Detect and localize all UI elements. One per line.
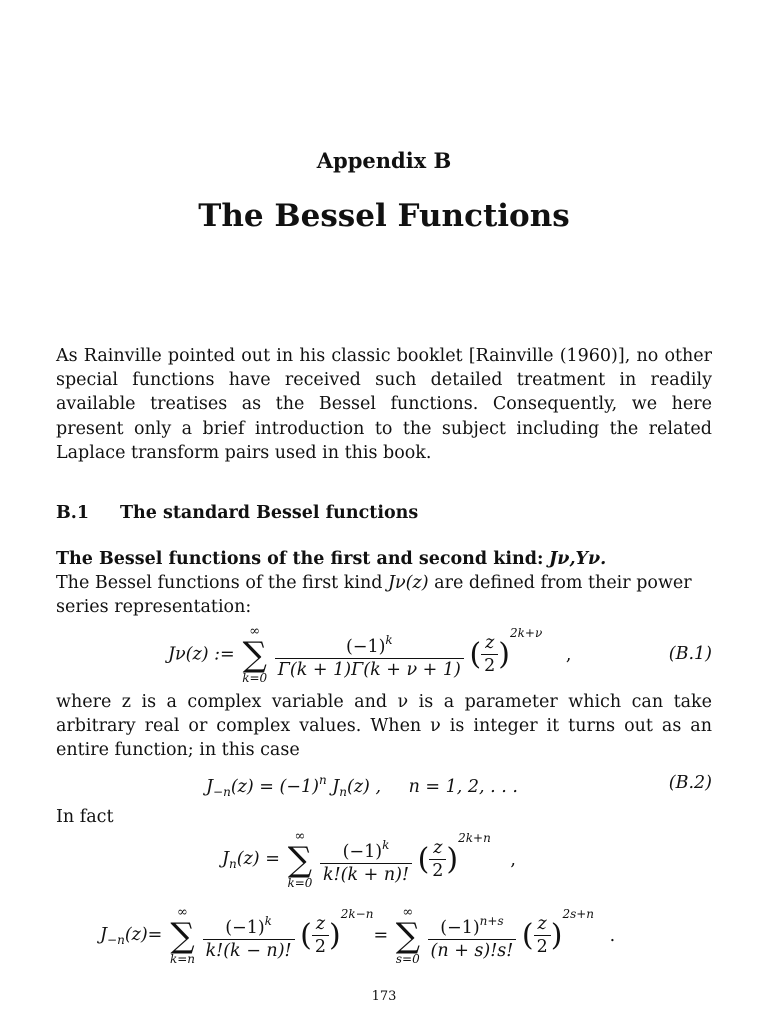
section-title: The standard Bessel functions [120, 503, 419, 523]
runin-text-before: The Bessel functions of the first kind [56, 573, 383, 594]
runin-paragraph [56, 547, 712, 620]
eq-b1-z-den: 2 [484, 656, 496, 676]
eq-jn-numerator-exp: k [382, 837, 390, 852]
eq-jn-lhs: J [222, 848, 230, 869]
paragraph-after-b1: where z is a complex variable and ν is a parameter which can take arbitrary real or complex values. When ν is integer it turns out as an entire function; in this case [56, 692, 712, 761]
eq-jmn-numerator2: (−1) [440, 917, 480, 938]
eq-jn-sum: ∞ ∑ k=0 [287, 829, 313, 890]
eq-jmn-sum1-bottom: k=n [169, 952, 195, 966]
equation-b1-number: (B.1) [668, 644, 712, 664]
eq-b1-z-over-2 [481, 632, 498, 677]
section-number: B.1 [56, 503, 90, 523]
eq-jmn-denominator2: (n + s)!s! [430, 940, 514, 961]
eq-b1-exponent: 2k+ν [510, 626, 543, 640]
eq-jn-sum-top: ∞ [294, 829, 306, 844]
page-number: 173 [371, 989, 397, 1004]
runin-text-after: are defined from their power series representation: [56, 573, 692, 618]
eq-jn-z-num: z [429, 837, 446, 860]
eq-jn-z-den: 2 [432, 861, 444, 881]
eq-jn-tail: , [510, 849, 516, 870]
eq-jmn-numerator1-exp: k [264, 913, 272, 928]
eq-jn-fraction [320, 834, 412, 886]
equation-j-minus-n: $J_{-n}(z)=$ ∞ ∑ k=n $\frac{(-1)^k}{k!(k - n)!}$ ( $\frac{z}{2}$ )$^{2k-n}$= ∞ ∑ s=0 $\frac{(-1)^{n+s}}{(n + s)!s!}$ ( $\frac{z}{2}$ )$^{2s+n}$ . [100, 905, 616, 966]
eq-b2-lhs: J [206, 777, 214, 797]
equation-jn: $J_n(z)$ = ∞ ∑ k=0 $\frac{(-1)^k}{k!(k + n)!}$ ( $\frac{z}{2}$ )$^{2k+n}$ , [222, 829, 516, 890]
eq-jmn-equals: = [373, 925, 389, 946]
eq-jmn-z-den2: 2 [536, 937, 548, 957]
eq-b1-denominator: Γ(k + 1)Γ(k + ν + 1) [277, 659, 461, 680]
eq-jmn-sum2: ∞ ∑ s=0 [395, 905, 420, 966]
eq-jmn-numerator2-exp: n+s [479, 913, 504, 928]
eq-jmn-z-num2: z [534, 913, 551, 936]
eq-b1-sum-top: ∞ [249, 624, 261, 639]
chapter-title: The Bessel Functions [198, 198, 570, 234]
section-heading [56, 503, 418, 523]
equation-b2-number: (B.2) [668, 773, 712, 793]
intro-paragraph: As Rainville pointed out in his classic booklet [Rainville (1960)], no other special functions have received such detailed treatment in readily available treatises as the Bessel functions. Consequently, we here present only a brief introduction to the subject including the related Laplace transform pairs used in this book. [56, 346, 712, 463]
eq-jmn-z-num1: z [312, 913, 329, 936]
eq-jn-numerator: (−1) [342, 841, 383, 862]
eq-jmn-tail: . [609, 925, 616, 946]
eq-b1-sum: ∞ ∑ k=0 [242, 624, 268, 685]
runin-symbol: Jν(z) [388, 573, 429, 594]
eq-b2-rhs-tail: (z) , [347, 777, 382, 797]
eq-b2-rhs: J [332, 777, 340, 797]
eq-jmn-exponent1: 2k−n [340, 907, 374, 921]
eq-b1-lhs: Jν(z) := [168, 644, 235, 665]
eq-b1-sum-bottom: k=0 [242, 671, 268, 685]
eq-b2-rhs-sub: n [339, 785, 347, 799]
eq-b1-tail: , [565, 644, 572, 665]
runin-heading-symbols: Jν,Yν. [549, 549, 607, 569]
eq-jmn-exponent2: 2s+n [562, 907, 595, 921]
eq-jmn-sum1-top: ∞ [177, 905, 188, 920]
eq-jn-sum-bottom: k=0 [287, 876, 313, 890]
eq-b1-fraction [275, 629, 464, 681]
eq-b1-numerator: (−1) [345, 636, 386, 657]
eq-jn-exponent: 2k+n [458, 831, 491, 845]
eq-b2-condition: n = 1, 2, . . . [408, 777, 518, 797]
eq-jmn-fraction1 [203, 910, 295, 962]
eq-jmn-lhs-tail: (z)= [124, 924, 163, 945]
in-fact-text: In fact [56, 807, 114, 827]
eq-b2-lhs-sub: −n [213, 785, 231, 799]
eq-jmn-sum2-bottom: s=0 [395, 952, 420, 966]
eq-jmn-lhs-sub: −n [107, 932, 125, 947]
eq-jmn-numerator1: (−1) [225, 917, 265, 938]
eq-b2-body: (z) = (−1) [230, 777, 319, 797]
eq-jmn-sum2-top: ∞ [402, 905, 414, 920]
runin-heading: The Bessel functions of the first and second kind: [56, 549, 544, 569]
equation-b2 [206, 773, 518, 799]
eq-jn-lhs-sub: n [229, 856, 237, 871]
eq-b2-exp: n [318, 773, 327, 787]
eq-jmn-fraction2 [428, 910, 517, 962]
eq-jmn-denominator1: k!(k − n)! [205, 940, 292, 961]
eq-jmn-sum1: ∞ ∑ k=n [169, 905, 195, 966]
eq-b1-numerator-exp: k [385, 632, 393, 647]
eq-jmn-lhs: J [100, 924, 108, 945]
eq-b1-z-num: z [481, 632, 498, 655]
equation-b1: Jν(z) := ∞ ∑ k=0 $\frac{(-1)^k}{\Gamma(k + 1)\Gamma(k + \nu + 1)}$ ( $\frac{z}{2}$ )$^{2k+\nu}$ , [168, 624, 572, 685]
eq-jn-lhs-tail: (z) = [236, 848, 280, 869]
eq-jmn-z-den1: 2 [314, 937, 327, 957]
appendix-label: Appendix B [316, 148, 452, 173]
eq-jn-denominator: k!(k + n)! [322, 864, 409, 885]
